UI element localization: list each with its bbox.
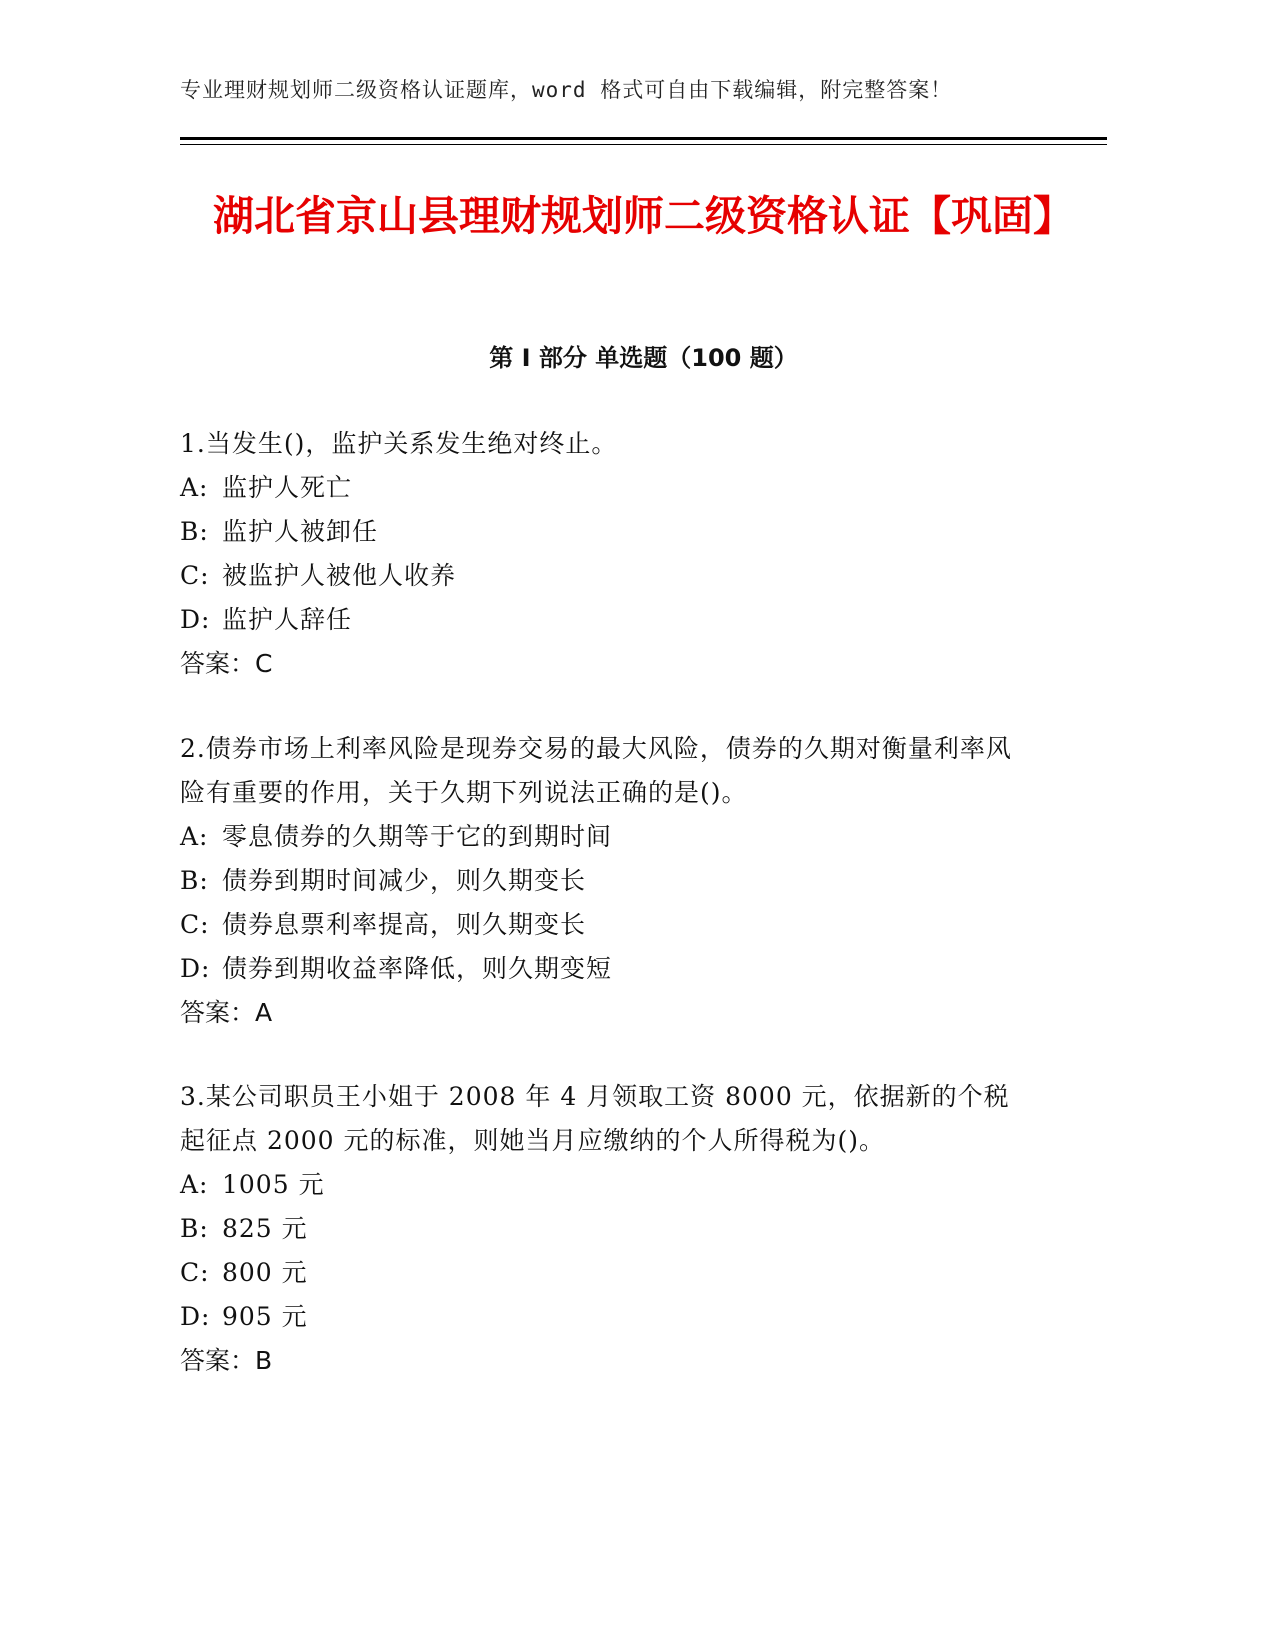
option-a [180, 466, 1020, 510]
option-text: 监护人死亡 [222, 473, 353, 502]
option-text: 905 元 [222, 1302, 308, 1331]
option-text: 监护人被卸任 [222, 517, 379, 546]
option-text: 零息债券的久期等于它的到期时间 [222, 822, 613, 851]
option-text: 债券到期时间减少，则久期变长 [222, 866, 587, 895]
option-letter: C: [180, 561, 210, 590]
option-b [180, 859, 1020, 903]
option-text: 监护人辞任 [222, 605, 353, 634]
option-c [180, 554, 1020, 598]
question-1 [180, 422, 1020, 686]
option-letter: A: [180, 822, 209, 851]
option-letter: A: [180, 1170, 209, 1199]
answer: 答案：A [180, 998, 273, 1027]
option-a [180, 815, 1020, 859]
answer: 答案：B [180, 1346, 273, 1375]
option-text: 债券息票利率提高，则久期变长 [222, 910, 587, 939]
option-d [180, 947, 1020, 991]
option-letter: C: [180, 910, 210, 939]
question-stem: 2.债券市场上利率风险是现券交易的最大风险，债券的久期对衡量利率风险有重要的作用，关于久期下列说法正确的是()。 [180, 734, 1012, 807]
question-3 [180, 1075, 1020, 1383]
question-2 [180, 727, 1020, 1035]
option-c [180, 903, 1020, 947]
header-rule-thick [180, 137, 1107, 140]
option-a [180, 1163, 1020, 1207]
option-b [180, 510, 1020, 554]
option-letter: B: [180, 517, 209, 546]
option-text: 1005 元 [222, 1170, 325, 1199]
option-c [180, 1251, 1020, 1295]
question-stem: 1.当发生()，监护关系发生绝对终止。 [180, 429, 618, 458]
header-note: 专业理财规划师二级资格认证题库，word 格式可自由下载编辑，附完整答案！ [180, 78, 953, 102]
option-letter: D: [180, 954, 211, 983]
answer: 答案：C [180, 649, 273, 678]
header-rule-thin [180, 144, 1107, 145]
option-text: 825 元 [222, 1214, 308, 1243]
option-text: 被监护人被他人收养 [222, 561, 457, 590]
option-d [180, 1295, 1020, 1339]
option-letter: D: [180, 605, 211, 634]
option-text: 债券到期收益率降低，则久期变短 [222, 954, 613, 983]
section-title: 第 I 部分 单选题（100 题） [489, 344, 798, 372]
option-b [180, 1207, 1020, 1251]
option-letter: B: [180, 866, 209, 895]
option-letter: A: [180, 473, 209, 502]
document-title: 湖北省京山县理财规划师二级资格认证【巩固】 [213, 192, 1074, 240]
question-stem: 3.某公司职员王小姐于 2008 年 4 月领取工资 8000 元，依据新的个税起征点 2000 元的标准，则她当月应缴纳的个人所得税为()。 [180, 1082, 1010, 1155]
option-d [180, 598, 1020, 642]
option-letter: D: [180, 1302, 211, 1331]
option-text: 800 元 [222, 1258, 308, 1287]
option-letter: B: [180, 1214, 209, 1243]
option-letter: C: [180, 1258, 210, 1287]
